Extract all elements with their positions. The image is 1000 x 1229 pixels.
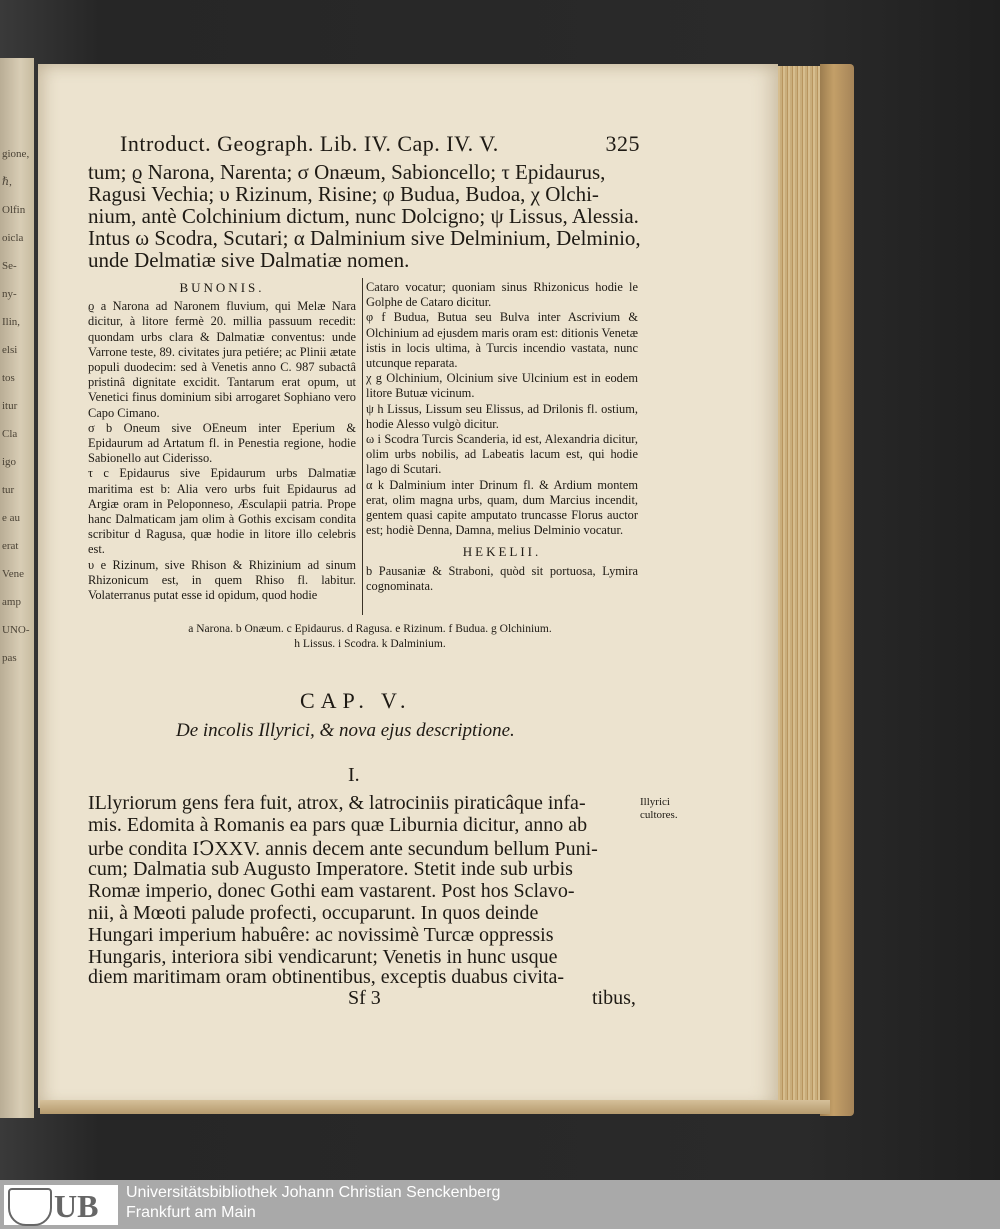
page-bottom-edge — [40, 1100, 830, 1114]
running-header — [120, 131, 640, 157]
body-line: Hungaris, interiora sibi vendicarunt; Venetis in hunc usque — [88, 946, 558, 968]
left-page-fragment: igo — [2, 456, 17, 468]
upper-text-line: Ragusi Vechia; υ Rizinum, Risine; φ Budua, Budoa, χ Olchi- — [88, 182, 599, 206]
left-page-fragment: Ilin, — [2, 316, 21, 328]
catchword: tibus, — [592, 987, 636, 1009]
signature-mark: Sf 3 — [348, 987, 381, 1009]
footer-location: Frankfurt am Main — [126, 1204, 256, 1221]
left-page-fragment: itur — [2, 400, 18, 412]
upper-text-line: nium, antè Colchinium dictum, nunc Dolcigno; ψ Lissus, Alessia. — [88, 204, 639, 228]
commentary-paragraph: χ g Olchinium, Olcinium sive Ulcinium est in eodem litore Butuæ vicinum. — [366, 371, 638, 401]
upper-text-line: Intus ω Scodra, Scutari; α Dalminium sive Delminium, Delminio, — [88, 226, 641, 250]
commentary-paragraph: φ f Budua, Butua seu Bulva inter Ascrivium & Olchinium ad ejusdem maris oram est: ditionis Venetæ istis in locis ultima, à Turcis incendio vastata, nunc utcunque reparata. — [366, 310, 638, 371]
ub-logo[interactable] — [4, 1185, 118, 1225]
commentary-paragraph: σ b Oneum sive OEneum inter Eperium & Epidaurum ad Artatum fl. in Penestia regione, hodie Sabionello aut Ciderisso. — [88, 420, 356, 466]
body-line: Romæ imperio, donec Gothi eam vastarent. Post hos Sclavo- — [88, 880, 575, 902]
body-line: mis. Edomita à Romanis ea pars quæ Liburnia dicitur, anno ab — [88, 814, 588, 836]
left-page-edge — [0, 58, 34, 1118]
commentary-paragraph: α k Dalminium inter Drinum fl. & Ardium montem erat, olim magna urbs, quam, dum Marcius incendit, gentem quasi capite amputato truncasse Florus auctor est; hodiè Denna, Damna, melius Delminio vocatur. — [366, 477, 638, 538]
left-page-fragment: pas — [2, 652, 17, 664]
column-divider — [362, 278, 363, 615]
commentary-paragraph: ω i Scodra Turcis Scanderia, id est, Alexandria dicitur, olim urbs nobilis, ad Labeatis lacum est, qui hodie lago di Scutari. — [366, 432, 638, 477]
left-page-fragment: e au — [2, 512, 21, 524]
crest-icon — [8, 1188, 52, 1226]
map-notes — [110, 622, 630, 652]
left-page-fragment: Cla — [2, 428, 18, 440]
section-number: I. — [348, 764, 360, 786]
left-page-fragment: gione, — [2, 148, 30, 160]
body-line: ILlyriorum gens fera fuit, atrox, & latrociniis piraticâque infa- — [88, 792, 586, 814]
commentary-paragraph: ϱ a Narona ad Naronem fluvium, qui Melæ Nara dicitur, à litore fermè 20. millia passuum recedit: quondam urbs clara & Dalmatiæ conventus: unde Varrone teste, 89. civitates jura petiére; ac Plinii ætate populi duodecim: sed à Venetis anno C. 987 subactâ pristinâ dignitate excidit. Tantarum erat opum, ut Venetici finus dominium sibi arrogaret Sophiano vero Capo Cimano. — [88, 299, 356, 420]
running-title: Introduct. Geograph. Lib. IV. Cap. IV. V. — [120, 131, 499, 156]
left-page-fragment: UNO- — [2, 624, 30, 636]
left-page-fragment: Se- — [2, 260, 17, 272]
left-page-fragment: Vene — [2, 568, 24, 580]
body-line: nii, à Mœoti palude profecti, occuparunt. In quos deinde — [88, 902, 539, 924]
commentary-paragraph: τ c Epidaurus sive Epidaurum urbs Dalmatiæ maritima est b: Alia vero urbs fuit Epidaurus ad Argiæ oram in Peloponneso, Æsculapii patria. Prope hanc Dalmaticam jam olim à Gothis excisam condita scribitur d Ragusa, quæ hodie in litore illo celebris est. — [88, 466, 356, 557]
notes-line: h Lissus. i Scodra. k Dalminium. — [294, 638, 446, 650]
left-commentary-column — [88, 280, 356, 603]
left-page-fragment: Olfin — [2, 204, 26, 216]
column-heading: BUNONIS. — [179, 280, 265, 295]
left-page-fragment: erat — [2, 540, 19, 552]
commentary-paragraph: b Pausaniæ & Straboni, quòd sit portuosa, Lymira cognominata. — [366, 563, 638, 593]
commentary-paragraph: Cataro vocatur; quoniam sinus Rhizonicus hodie le Golphe de Cataro dicitur. — [366, 280, 638, 310]
left-page-fragment: elsi — [2, 344, 18, 356]
page-number: 325 — [605, 131, 640, 156]
left-page-fragment: tos — [2, 372, 15, 384]
body-line: Hungari imperium habuêre: ac novissimè Turcæ oppressis — [88, 924, 554, 946]
commentary-paragraph: υ e Rizinum, sive Rhison & Rhizinium ad sinum Rhizonicum est, in quem Rhiso fl. labitur. Volaterranus putat esse id opidum, quod hodie — [88, 557, 356, 603]
logo-text: UB — [54, 1188, 99, 1224]
commentary-paragraph: ψ h Lissus, Lissum seu Elissus, ad Drilonis fl. ostium, hodie Alesso vulgò dicitur. — [366, 401, 638, 431]
chapter-title: CAP. V. — [300, 688, 412, 713]
left-page-fragment: ℏ, — [2, 176, 12, 188]
left-page-fragment: tur — [2, 484, 15, 496]
margin-note: Illyrici cultores. — [640, 796, 678, 821]
body-line: urbe condita IↃXXV. annis decem ante secundum bellum Puni- — [88, 838, 598, 860]
upper-text-line: tum; ϱ Narona, Narenta; σ Onæum, Sabioncello; τ Epidaurus, — [88, 160, 606, 184]
chapter-subtitle: De incolis Illyrici, & nova ejus descriptione. — [176, 720, 515, 741]
right-commentary-column — [366, 280, 638, 594]
notes-line: a Narona. b Onæum. c Epidaurus. d Ragusa. e Rizinum. f Budua. g Olchinium. — [188, 623, 552, 635]
book-cover — [820, 64, 854, 1116]
left-page-fragment: ny- — [2, 288, 17, 300]
footer-institution: Universitätsbibliothek Johann Christian Senckenberg — [126, 1184, 501, 1201]
column-heading: HEKELII. — [462, 544, 542, 560]
upper-text-line: unde Delmatiæ sive Dalmatiæ nomen. — [88, 248, 410, 272]
body-line: diem maritimam oram obtinentibus, exceptis duabus civita- — [88, 966, 564, 988]
left-page-fragment: amp — [2, 596, 21, 608]
body-line: cum; Dalmatia sub Augusto Imperatore. Stetit inde sub urbis — [88, 858, 573, 880]
left-page-fragment: oicla — [2, 232, 24, 244]
